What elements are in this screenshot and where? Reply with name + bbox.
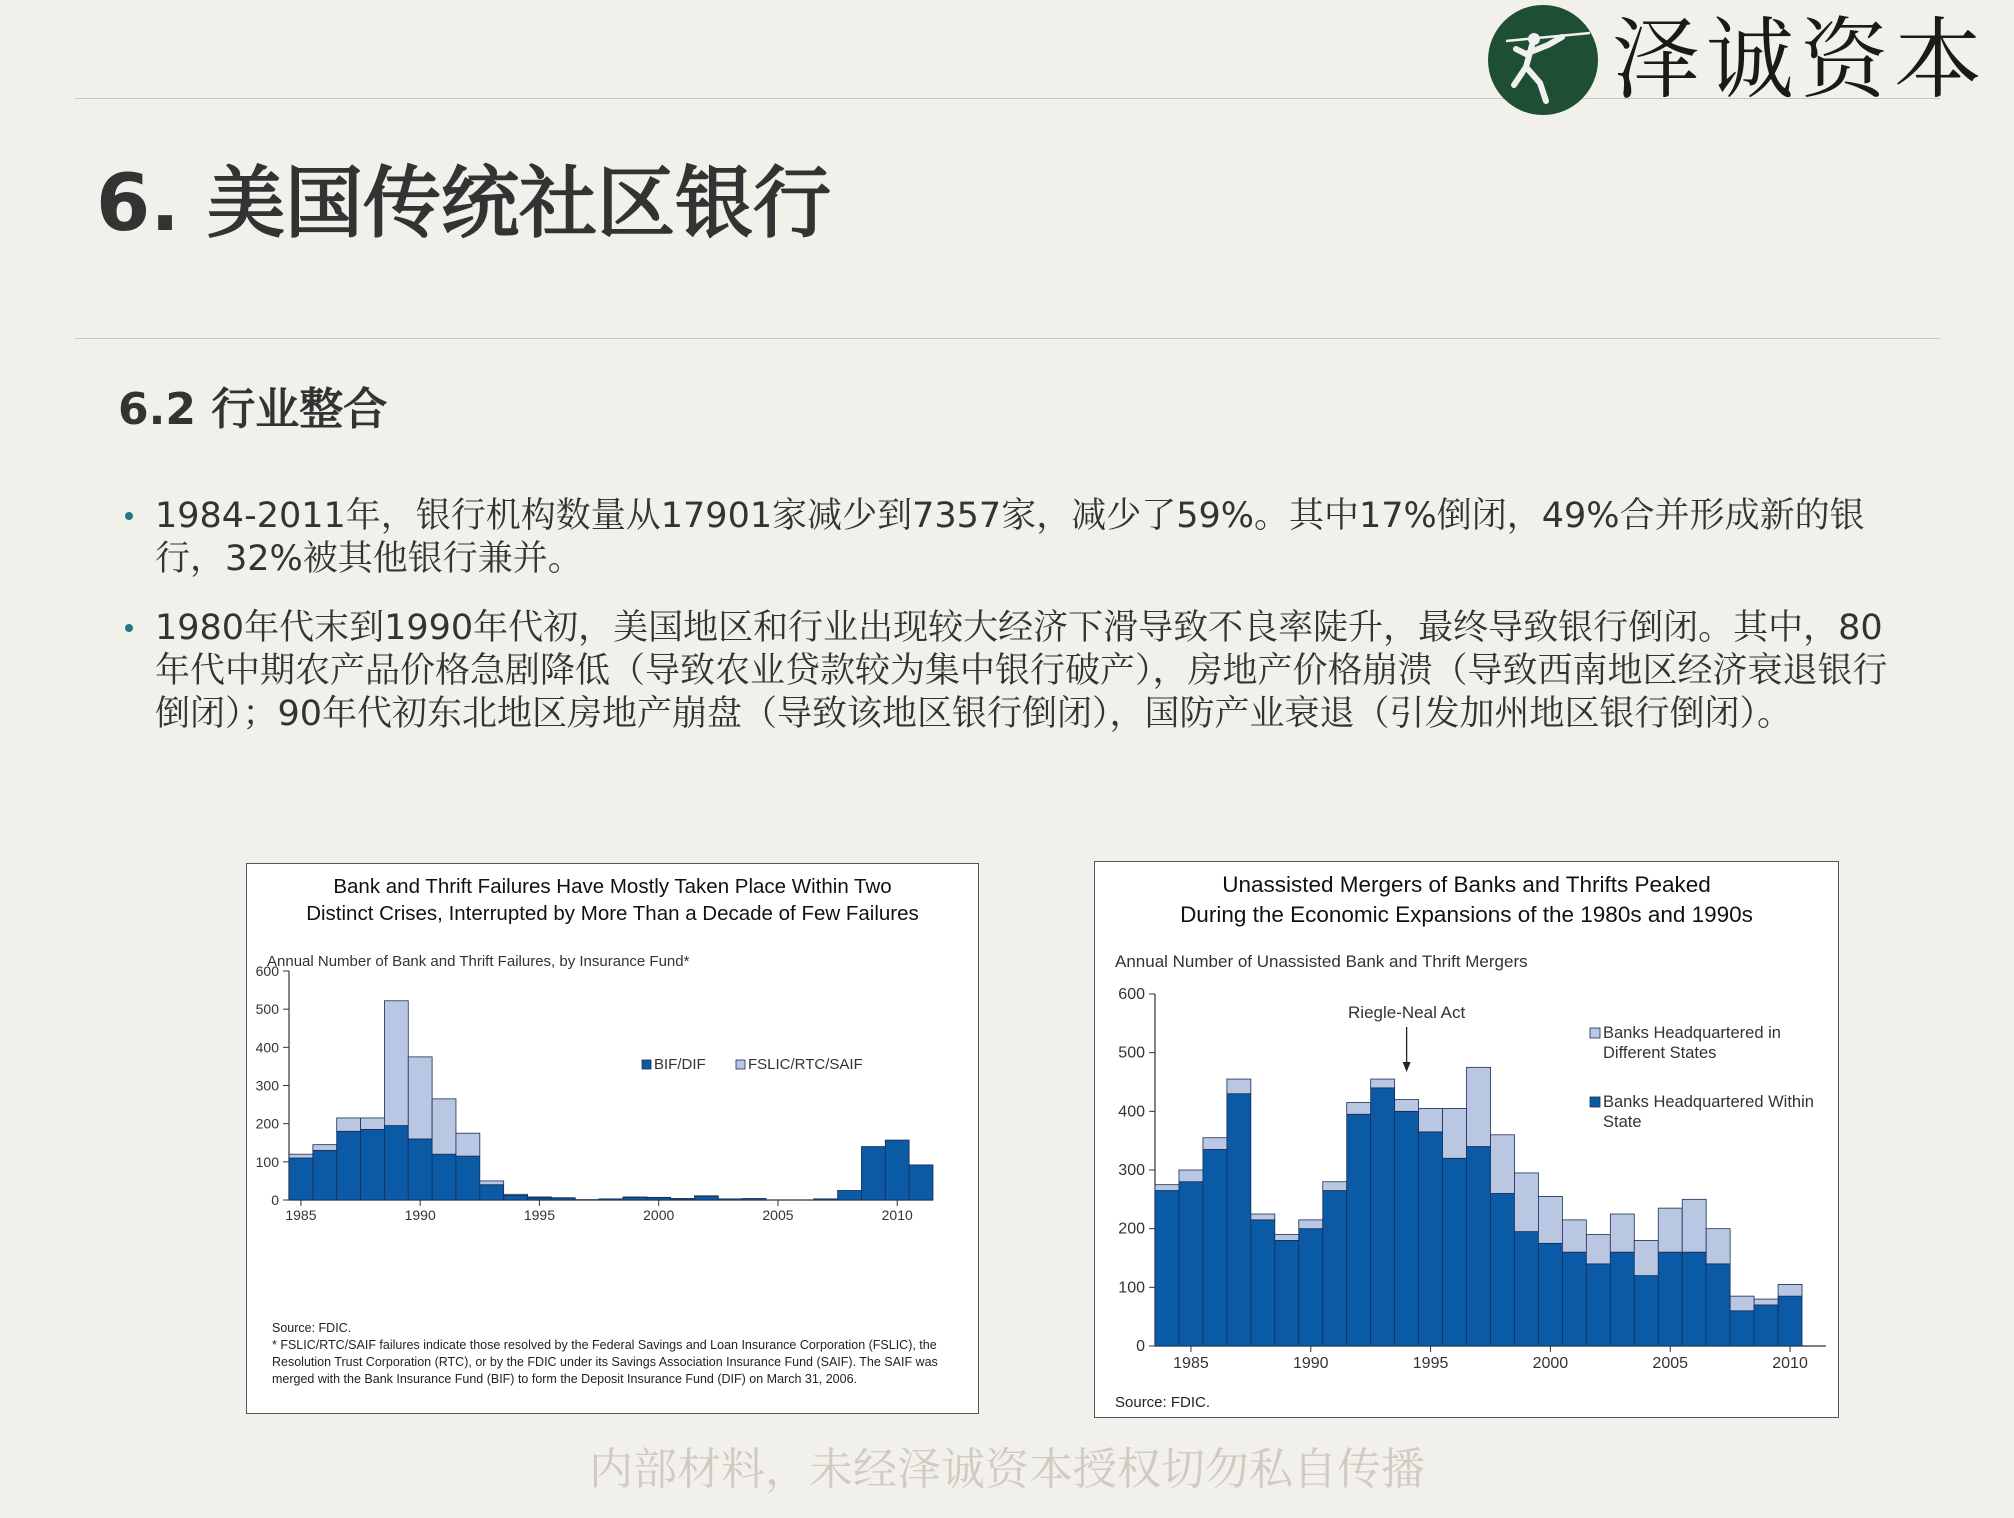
legend-label-line: Banks Headquartered Within — [1603, 1093, 1814, 1111]
bar-segment-primary — [337, 1131, 361, 1200]
bar-segment-primary — [1634, 1276, 1658, 1346]
bullet-text: 1980年代末到1990年代初，美国地区和行业出现较大经济下滑导致不良率陡升，最终导致银行倒闭。其中，80年代中期农产品价格急剧降低（导致农业贷款较为集中银行破产），房地产价格崩溃（导致西南地区经济衰退银行倒闭）；90年代初东北地区房地产崩盘（导致该地区银行倒闭），国防产业衰退（引发加州地区银行倒闭）。 — [155, 608, 1888, 734]
bar-segment-primary — [885, 1140, 909, 1200]
bar-segment-secondary — [1251, 1214, 1275, 1220]
bar-segment-secondary — [1203, 1138, 1227, 1150]
bar-segment-primary — [1323, 1191, 1347, 1346]
legend-label-line: Different States — [1603, 1044, 1717, 1062]
y-tick-label: 500 — [255, 1001, 279, 1018]
bank-mergers-chart — [1094, 861, 1839, 1418]
logo-text: 泽诚资本 — [1612, 8, 1989, 111]
bar-segment-primary — [1395, 1111, 1419, 1346]
x-tick-label: 2010 — [1772, 1355, 1808, 1372]
bar-segment-secondary — [1323, 1182, 1347, 1191]
y-tick-label: 300 — [255, 1077, 279, 1094]
bar-segment-secondary — [1562, 1220, 1586, 1252]
legend-swatch-fslic — [736, 1060, 745, 1069]
bank-mergers-plot — [1095, 862, 1840, 1419]
bar-segment-primary — [1538, 1243, 1562, 1346]
bar-segment-secondary — [1514, 1173, 1538, 1232]
bank-failures-chart — [246, 863, 979, 1414]
bar-segment-secondary — [1754, 1299, 1778, 1305]
legend-label-fslic: FSLIC/RTC/SAIF — [748, 1056, 863, 1073]
bullet-item — [125, 495, 1905, 581]
x-tick-label: 1995 — [1412, 1355, 1449, 1372]
bar-segment-primary — [1778, 1296, 1802, 1346]
bullet-dot-icon — [125, 624, 133, 632]
bar-segment-primary — [718, 1199, 742, 1200]
legend-label-different-states — [1603, 1024, 1781, 1062]
bar-segment-primary — [408, 1139, 432, 1200]
bar-segment-primary — [694, 1196, 718, 1200]
legend-label-line: Banks Headquartered in — [1603, 1024, 1781, 1042]
bar-segment-secondary — [1347, 1103, 1371, 1115]
bar-segment-primary — [623, 1197, 647, 1200]
bar-segment-primary — [432, 1154, 456, 1200]
chart-notes — [272, 1320, 972, 1388]
bar-segment-primary — [1610, 1252, 1634, 1346]
bar-segment-secondary — [1155, 1185, 1179, 1191]
y-tick-label: 500 — [1118, 1044, 1145, 1062]
y-tick-label: 200 — [255, 1115, 279, 1132]
bar-segment-secondary — [1730, 1296, 1754, 1311]
bar-segment-primary — [1754, 1305, 1778, 1346]
y-tick-label: 0 — [1136, 1338, 1145, 1355]
bar-segment-secondary — [1682, 1199, 1706, 1252]
bar-segment-primary — [814, 1199, 838, 1200]
bar-segment-secondary — [1778, 1284, 1802, 1296]
bar-segment-secondary — [384, 1001, 408, 1126]
logo — [1488, 4, 1988, 116]
y-tick-label: 400 — [1118, 1103, 1145, 1121]
bar-segment-secondary — [1706, 1229, 1730, 1264]
x-tick-label: 1985 — [285, 1207, 317, 1223]
y-tick-label: 200 — [1118, 1220, 1145, 1238]
bar-segment-primary — [289, 1158, 313, 1200]
bar-segment-secondary — [1586, 1235, 1610, 1264]
chart-title-line: During the Economic Expansions of the 1980s and 1990s — [1180, 902, 1753, 927]
bar-segment-secondary — [1443, 1108, 1467, 1158]
legend-label-within-state — [1603, 1093, 1814, 1131]
bar-segment-primary — [361, 1129, 385, 1200]
bar-segment-secondary — [1227, 1079, 1251, 1094]
y-tick-label: 100 — [1118, 1279, 1145, 1297]
bar-segment-secondary — [528, 1197, 552, 1198]
bar-segment-primary — [1155, 1191, 1179, 1346]
watermark: 内部材料，未经泽诚资本授权切勿私自传播 — [589, 1444, 1425, 1495]
bar-segment-secondary — [408, 1057, 432, 1139]
legend-label-bif-dif: BIF/DIF — [654, 1056, 706, 1073]
bar-segment-primary — [742, 1198, 766, 1200]
x-tick-label: 2005 — [1652, 1355, 1689, 1372]
chart-source: Source: FDIC. — [272, 1321, 352, 1335]
bar-segment-primary — [384, 1126, 408, 1200]
bar-segment-primary — [504, 1195, 528, 1200]
bar-segment-primary — [599, 1199, 623, 1200]
bar-segment-primary — [1203, 1149, 1227, 1346]
bullet-text: 1984-2011年，银行机构数量从17901家减少到7357家，减少了59%。其中17%倒闭，49%合并形成新的银行，32%被其他银行兼并。 — [155, 496, 1865, 579]
y-tick-label: 400 — [255, 1039, 279, 1056]
annotation-label: Riegle-Neal Act — [1348, 1003, 1466, 1022]
x-tick-label: 1990 — [404, 1207, 436, 1223]
bar-segment-secondary — [456, 1133, 480, 1156]
bar-segment-primary — [1299, 1229, 1323, 1346]
bar-segment-secondary — [1634, 1240, 1658, 1275]
bar-segment-primary — [480, 1185, 504, 1200]
bar-segment-secondary — [337, 1118, 361, 1131]
bar-segment-primary — [456, 1156, 480, 1200]
bar-segment-secondary — [1179, 1170, 1203, 1182]
bar-segment-primary — [313, 1150, 337, 1200]
bar-segment-secondary — [1658, 1208, 1682, 1252]
x-tick-label: 2010 — [881, 1207, 913, 1223]
page-title: 6. 美国传统社区银行 — [96, 159, 832, 249]
bar-segment-primary — [1586, 1264, 1610, 1346]
bar-segment-primary — [861, 1147, 885, 1200]
bar-segment-primary — [1514, 1232, 1538, 1346]
bar-segment-primary — [1730, 1311, 1754, 1346]
bar-segment-secondary — [1371, 1079, 1395, 1088]
chart-y-label: Annual Number of Bank and Thrift Failures, by Insurance Fund* — [267, 953, 690, 970]
bullet-item — [125, 607, 1905, 736]
bar-segment-secondary — [1491, 1135, 1515, 1194]
x-tick-label: 1995 — [523, 1207, 556, 1223]
bar-segment-secondary — [504, 1194, 528, 1195]
bar-segment-primary — [1491, 1193, 1515, 1346]
bar-segment-secondary — [1610, 1214, 1634, 1252]
chart-title-line: Unassisted Mergers of Banks and Thrifts Peaked — [1222, 872, 1711, 897]
annotation-arrow-head — [1403, 1062, 1411, 1072]
bar-segment-primary — [1419, 1132, 1443, 1346]
legend-swatch-bif-dif — [642, 1060, 651, 1069]
bar-segment-primary — [1179, 1182, 1203, 1346]
bar-segment-primary — [1275, 1240, 1299, 1346]
legend-swatch-within-state — [1590, 1097, 1600, 1107]
bar-segment-primary — [1371, 1088, 1395, 1346]
x-tick-label: 2000 — [1532, 1355, 1569, 1372]
bar-segment-secondary — [1538, 1196, 1562, 1243]
bar-segment-primary — [1682, 1252, 1706, 1346]
bar-segment-primary — [838, 1190, 862, 1200]
title-rule — [75, 338, 1940, 339]
bar-segment-secondary — [1419, 1108, 1443, 1131]
x-tick-label: 2000 — [643, 1207, 675, 1223]
bar-segment-secondary — [289, 1154, 313, 1158]
bar-segment-primary — [1706, 1264, 1730, 1346]
bar-segment-primary — [1467, 1147, 1491, 1346]
bar-segment-primary — [1347, 1114, 1371, 1346]
x-tick-label: 1990 — [1292, 1355, 1329, 1372]
bar-segment-primary — [909, 1165, 933, 1200]
bar-segment-primary — [1658, 1252, 1682, 1346]
bar-segment-primary — [1562, 1252, 1586, 1346]
x-tick-label: 2005 — [762, 1207, 794, 1223]
chart-title-line: Distinct Crises, Interrupted by More Than a Decade of Few Failures — [306, 902, 919, 925]
chart-footnote: * FSLIC/RTC/SAIF failures indicate those resolved by the Federal Savings and Loan Insurance Corporation (FSLIC), the Resolution Trust Corporation (RTC), or by the FDIC under its Savings Association Insurance Fund (SAIF). The SAIF was merged with the Bank Insurance Fund (BIF) to form the Deposit Insurance Fund (DIF) on March 31, 2006. — [272, 1338, 938, 1386]
y-tick-label: 0 — [271, 1192, 279, 1208]
bar-segment-secondary — [361, 1118, 385, 1129]
fencer-icon — [1488, 5, 1598, 115]
y-tick-label: 100 — [255, 1153, 279, 1170]
x-tick-label: 1985 — [1173, 1355, 1209, 1372]
bar-segment-secondary — [313, 1145, 337, 1151]
bar-segment-primary — [1443, 1158, 1467, 1346]
section-subtitle: 6.2 行业整合 — [118, 384, 388, 435]
bullet-dot-icon — [125, 512, 133, 520]
y-tick-label: 300 — [1118, 1162, 1145, 1179]
bar-segment-secondary — [1275, 1235, 1299, 1241]
y-tick-label: 600 — [1118, 986, 1145, 1003]
bar-segment-secondary — [1299, 1220, 1323, 1229]
bar-segment-primary — [1251, 1220, 1275, 1346]
bar-segment-secondary — [480, 1181, 504, 1185]
legend-label-line: State — [1603, 1113, 1642, 1131]
chart-y-label: Annual Number of Unassisted Bank and Thrift Mergers — [1115, 952, 1528, 971]
chart-title-line: Bank and Thrift Failures Have Mostly Taken Place Within Two — [333, 875, 892, 898]
bar-segment-secondary — [1395, 1100, 1419, 1112]
bar-segment-secondary — [1467, 1067, 1491, 1146]
bullet-list — [125, 495, 1905, 762]
legend-swatch-different-states — [1590, 1028, 1600, 1038]
y-tick-label: 600 — [255, 963, 279, 979]
chart-source: Source: FDIC. — [1115, 1394, 1211, 1411]
bar-segment-secondary — [432, 1099, 456, 1154]
bar-segment-primary — [1227, 1094, 1251, 1346]
